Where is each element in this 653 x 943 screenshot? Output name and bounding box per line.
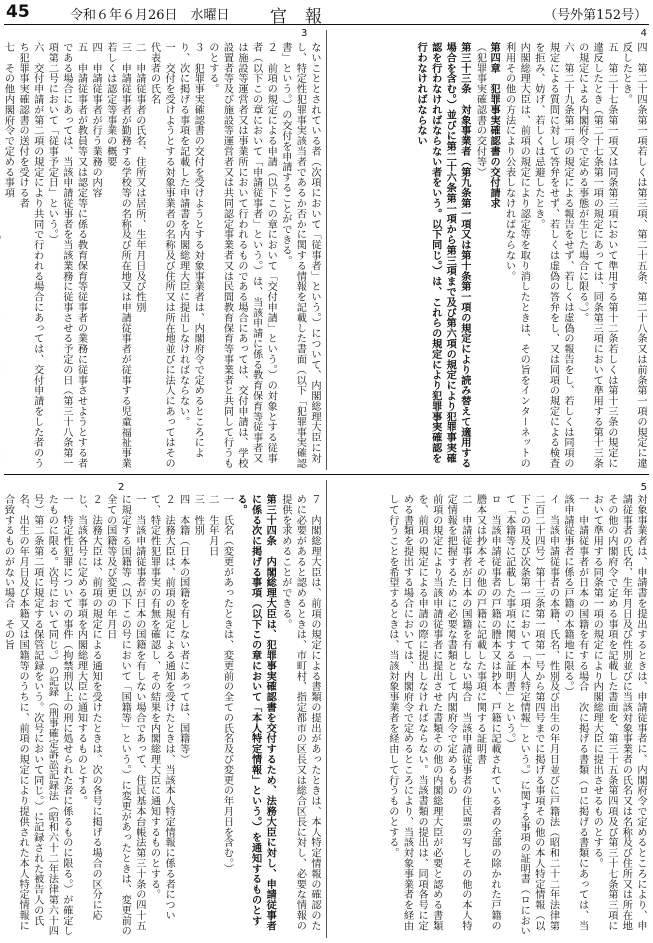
paragraph: 一 当該申請従事者が日本の国籍を有しない場合であって、住民基本台帳法第三十条の四十五に規定する国籍等（以下この号において「国籍等」という。）に変更があったときは、変更前の全ての国籍等及び変更の年月日 xyxy=(104,494,145,937)
paragraph: イ 当該申請従事者の本籍、氏名、性別及び出生の年月日並びに戸籍法（昭和二十二年法律第二百二十四号）第十三条第一項第一号から第四号までに掲げる事項その他の本人特定情報（以下この項及び次条第一項において「本人特定情報」という。）に関する事項の証明書（ロにおいて「本籍等に記載した事項に関する証明書」という。） xyxy=(503,494,559,937)
paragraph: 四 本籍（日本の国籍を有しない者にあっては、国籍等） xyxy=(177,494,189,765)
paragraph: 二 生年月日 xyxy=(206,494,218,557)
paragraph: 第三十四条 内閣総理大臣は、犯罪事実確認書を交付するため、法務大臣に対し、申請従事者に係る次に掲げる事項（以下この章において「本人特定情報」という。）を通知するものとする。 xyxy=(235,494,277,931)
paragraph: 前項の規定により当該申請従事者に提出させた書類その他の内閣総理大臣が必要と認める書類を、前項の規定による申請の際に提出しなければならない。当該書類の提出は、同項各号に定める書類を提出する場合においては、内閣府令で定めるところにより、当該対象事業者を経由して行うことを希望するときは、当該対象事業者を経由して行うものとする。 xyxy=(386,494,442,931)
column-number-bottom-left: 2 xyxy=(118,482,125,493)
paragraph: 六 第二十九条第一項の規定による報告をせず、若しくは虚偽の報告をし、若しくは同項の規定による質問に対して答弁をせず、若しくは虚偽の答弁をし、又は同項の規定による検査を拒み、妨げ、若しくは忌避したとき。 xyxy=(532,42,574,469)
page-header xyxy=(0,0,653,27)
column-bottom-right xyxy=(332,494,647,938)
paragraph: 第四章 犯罪事実確認書の交付請求 xyxy=(488,42,501,209)
paragraph: 四 申請従事者が行う業務の内容 xyxy=(90,42,102,198)
paragraph: 一 氏名（変更があったときは、変更前の全ての氏名及び変更の年月日を含む。） xyxy=(221,494,233,874)
paragraph: 四 第二十四条第一項若しくは第三項、第二十五条、第二十八条又は前条第一項の規定に違反したとき。 xyxy=(620,42,646,469)
paragraph: ７ 内閣総理大臣は、前項の規定による書類の提出があったときは、本人特定情報の確認のために必要があると認めるときは、市町村、指定都市の区長又は総合区長に対し、必要な情報の提供を求めることができる。 xyxy=(279,494,320,931)
page-number: 45 xyxy=(6,2,30,22)
column-bottom-left xyxy=(2,494,321,938)
paragraph: 第三十三条 対象事業者（第九条第一項又は第十条第一項の規定により読み替えて適用する場合を含む。）並びに第二十六条第一項から第三項まで及び第六項の規定により犯罪事実確認を行わなければならない者をいう。以下同じ。）は、これらの規定により犯罪事実確認を行わなければならない xyxy=(415,42,471,469)
bottom-tier xyxy=(2,480,647,938)
paragraph: 一 申請従事者が日本の国籍を有する場合 次に掲げる書類（ロに掲げる書類にあっては、当該申請従事者に係る戸籍の本籍地に限る。） xyxy=(562,494,588,931)
issue-number: （号外第152号） xyxy=(544,8,647,23)
paragraph: ３ 犯罪事実確認書の交付を受けようとする対象事業者は、内閣府令で定めるところにより、次に掲げる事項を記載した申請書を内閣総理大臣に提出しなければならない。 xyxy=(177,42,204,458)
paragraph: 二 申請従事者の氏名、住所又は居所、生年月日及び性別 xyxy=(133,42,145,313)
paragraph: 二 申請従事者が日本の国籍を有しない場合 当該申請従事者の住民票の写しその他の本人特定情報を把握するために必要な書類として内閣府令で定めるもの xyxy=(445,494,471,931)
paragraph: 五 申請従事者が教員等又は認定等に係る教育保育等従事者の業務に従事させようとする者である場合にあっては、当該申請従事者を当該業務に従事させる予定の日（第三十八条第一項第二号において「従事予定日」という。） xyxy=(46,42,87,469)
header-divider xyxy=(4,24,649,25)
tier-divider xyxy=(4,474,649,475)
gazette-title: 官報 xyxy=(270,7,340,27)
paragraph: 対象事業者は、申請書を提出するときは、申請従事者に、内閣府令で定めるところにより、申請従事者の氏名、生年月日及び性別並びに当該対象事業者の氏名又は名称及び住所又は所在地その他の内閣府令で定める事項を記載した書面を、第三十五条第四項及び第三十七条第三項において準用する同条第一項の規定により内閣総理大臣に提出させるものとする。 xyxy=(591,494,646,931)
paragraph: 三 性別 xyxy=(192,494,204,536)
paragraph: ２ 法務大臣は、前項の規定による通知を受けたときは、次の各号に掲げる場合の区分に応じ、当該各号に定める事項を内閣総理大臣に通知するものとする。 xyxy=(75,494,102,921)
paragraph: 三 申請従事者が勤務する学校等の名称及び所在地又は申請従事者が従事する児童福祉事業若しくは認定等事業の概要 xyxy=(104,42,131,469)
paragraph: 七 その他内閣府令で定める事項 xyxy=(2,42,14,198)
top-tier xyxy=(2,28,647,470)
paragraph: 一 特定性犯罪についての事件（拘禁刑以上の刑に処せられた者に係るものに限る。）が確定したものに限る。次号において同じ。）の記録（刑事確定訴訟記録法（昭和六十二年法律第六十四号）第二条第二項に規定する保管記録をいう。次号において同じ。）に記録された被告人の氏名、出生の年月日及び本籍又は国籍等のうちに、前項の規定により提供された本人特定情報に合致するものがない場合 その旨 xyxy=(2,494,72,937)
paragraph: ２ 法務大臣は、前項の規定による通知を受けたときは、当該本人特定情報に係る者について、特定性犯罪事実の有無を確認し、その結果を内閣総理大臣に通知するものとする。 xyxy=(148,494,175,921)
paragraph: ２ 前項の規定による申請（以下この章において「交付申請」という。）の対象とする従事者（以下この章において「申請従事者」という。）は、当該申請に係る教育保育等従事者又は施設等運営者又は事業所において行われるものである場合にあっては、交付申請は、学校設置者等及び施設等運営者又は共同認定事業者又は民間教育保育等事業者と共同して行うものとする。 xyxy=(206,42,277,469)
issue-date: 令和６年６月26日 水曜日 xyxy=(70,8,230,23)
column-number-top-right: 4 xyxy=(640,28,647,39)
paragraph: 五 第二十七条第一項又は同条第三項において準用する第十二条若しくは第十三条の規定に違反したとき（第二十七条第一項の規定にあっては、同条第三項において準用する第十三条の規定による内閣府令で定める事態が生じた場合に限る。）。 xyxy=(576,42,617,469)
column-number-top-middle: 3 xyxy=(301,28,308,39)
paragraph: （犯罪事実確認書の交付等） xyxy=(474,42,486,178)
column-top-middle xyxy=(2,42,321,470)
column-divider xyxy=(326,30,327,470)
paragraph: 六 交付申請が第二項の規定により共同で行われる場合にあっては、交付申請をした者のうち犯罪事実確認書の送付を受ける者 xyxy=(17,42,43,469)
column-number-bottom-right: 5 xyxy=(640,482,647,493)
paragraph: 一 交付を受けようとする対象事業者の名称及び住所又は所在地並びに法人にあってはその代表者の氏名 xyxy=(148,42,175,469)
paragraph: ないこととされている者（次項において「従事者」という。）について、内閣総理大臣に対し、特定性犯罪事実該当者であるか否かに関する情報を記載した書面（以下「犯罪事実確認書」という。）の交付を申請することができる。 xyxy=(279,42,320,469)
paragraph: ロ 当該申請従事者の戸籍の謄本又は抄本、戸籍に記載されている者の全部の除かれた戸籍の謄本又は抄本その他の戸籍に記載した事項に関する証明書 xyxy=(474,494,501,931)
paragraph: 内閣総理大臣は、前項の規定により認定等を取り消したときは、その旨をインターネットの利用その他の方法により公表しなければならない。 xyxy=(503,42,530,469)
column-divider xyxy=(326,480,327,938)
column-top-right xyxy=(332,42,647,470)
